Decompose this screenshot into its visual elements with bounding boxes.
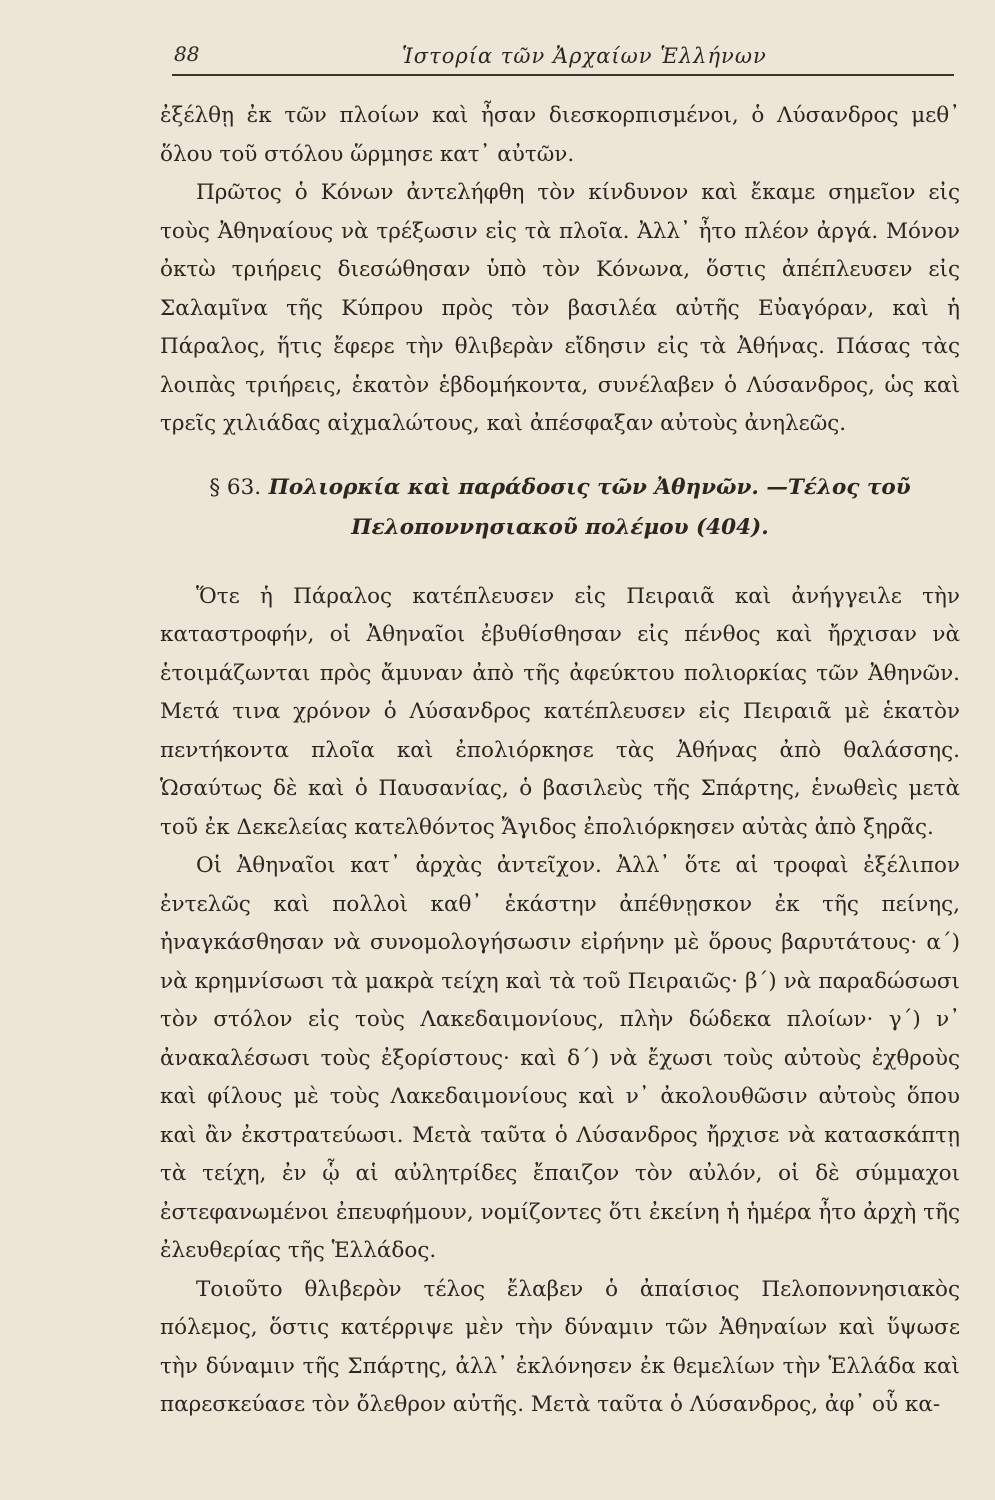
paragraph-surrender: Οἱ Ἀθηναῖοι κατ᾿ ἀρχὰς ἀντεῖχον. Ἀλλ᾿ ὅτε αἱ τροφαὶ ἐξέλιπον ἐντελῶς καὶ πολλοὶ καθ᾿ ἑκάστην ἀπέθνῃσκον ἐκ τῆς πείνης, ἠναγκάσθησαν νὰ συνομολογήσωσιν εἰρήνην μὲ ὅρους βαρυτάτους· α΄) νὰ κρημνίσωσι τὰ μακρὰ τείχη καὶ τὰ τοῦ Πειραιῶς· β΄) νὰ παραδώσωσι τὸν στόλον εἰς τοὺς Λακεδαιμονίους, πλὴν δώδεκα πλοίων· γ΄) ν᾿ ἀνακαλέσωσι τοὺς ἐξορίστους· καὶ δ΄) νὰ ἔχωσι τοὺς αὐτοὺς ἐχθροὺς καὶ φίλους μὲ τοὺς Λακεδαιμονίους καὶ ν᾿ ἀκολουθῶσιν αὐτοὺς ὅπου καὶ ἂν ἐκστρατεύωσι. Μετὰ ταῦτα ὁ Λύσανδρος ἤρχισε νὰ κατασκάπτῃ τὰ τείχη, ἐν ᾧ αἱ αὐλητρίδες ἔπαιζον τὸν αὐλόν, οἱ δὲ σύμμαχοι ἐστεφανωμένοι ἐπευφήμουν, νομίζοντες ὅτι ἐκείνη ἡ ἡμέρα ἦτο ἀρχὴ τῆς ἐλευθερίας τῆς Ἑλλάδος.: [160, 853, 960, 1263]
paragraph-end-of-war: Τοιοῦτο θλιβερὸν τέλος ἔλαβεν ὁ ἀπαίσιος Πελοποννησιακὸς πόλεμος, ὅστις κατέρριψε μὲν τὴν δύναμιν τῶν Ἀθηναίων καὶ ὕψωσε τὴν δύναμιν τῆς Σπάρτης, ἀλλ᾿ ἐκλόνησεν ἐκ θεμελίων τὴν Ἑλλάδα καὶ παρεσκεύασε τὸν ὄλεθρον αὐτῆς. Μετὰ ταῦτα ὁ Λύσανδρος, ἀφ᾿ οὗ κα-: [160, 1276, 960, 1417]
paragraph-continuation: ἐξέλθῃ ἐκ τῶν πλοίων καὶ ἦσαν διεσκορπισμένοι, ὁ Λύσανδρος μεθ᾿ ὅλου τοῦ στόλου ὥρμησε κατ᾿ αὐτῶν.: [160, 103, 960, 167]
running-title: Ἱστορία τῶν Ἀρχαίων Ἑλλήνων: [402, 44, 767, 68]
page-number: 88: [174, 42, 200, 66]
section-number: § 63.: [209, 474, 262, 500]
body-text: [160, 97, 960, 1425]
section-heading: [160, 468, 960, 548]
paragraph-siege: Ὅτε ἡ Πάραλος κατέπλευσεν εἰς Πειραιᾶ καὶ ἀνήγγειλε τὴν καταστροφήν, οἱ Ἀθηναῖοι ἐβυθίσθησαν εἰς πένθος καὶ ἤρχισαν νὰ ἑτοιμάζωνται πρὸς ἄμυναν ἀπὸ τῆς ἀφεύκτου πολιορκίας τῶν Ἀθηνῶν. Μετά τινα χρόνον ὁ Λύσανδρος κατέπλευσεν εἰς Πειραιᾶ μὲ ἑκατὸν πεντήκοντα πλοῖα καὶ ἐπολιόρκησε τὰς Ἀθήνας ἀπὸ θαλάσσης. Ὡσαύτως δὲ καὶ ὁ Παυσανίας, ὁ βασιλεὺς τῆς Σπάρτης, ἑνωθεὶς μετὰ τοῦ ἐκ Δεκελείας κατελθόντος Ἄγιδος ἐπολιόρκησεν αὐτὰς ἀπὸ ξηρᾶς.: [160, 583, 960, 840]
section-title-line1: Πολιορκία καὶ παράδοσις τῶν Ἀθηνῶν. —Τέλος τοῦ: [268, 474, 911, 500]
paragraph-konon: Πρῶτος ὁ Κόνων ἀντελήφθη τὸν κίνδυνον καὶ ἔκαμε σημεῖον εἰς τοὺς Ἀθηναίους νὰ τρέξωσιν εἰς τὰ πλοῖα. Ἀλλ᾿ ἦτο πλέον ἀργά. Μόνον ὀκτὼ τριήρεις διεσώθησαν ὑπὸ τὸν Κόνωνα, ὅστις ἀπέπλευσεν εἰς Σαλαμῖνα τῆς Κύπρου πρὸς τὸν βασιλέα αὐτῆς Εὐαγόραν, καὶ ἡ Πάραλος, ἥτις ἔφερε τὴν θλιβερὰν εἴδησιν εἰς τὰ Ἀθήνας. Πάσας τὰς λοιπὰς τριήρεις, ἑκατὸν ἑβδομήκοντα, συνέλαβεν ὁ Λύσανδρος, ὡς καὶ τρεῖς χιλιάδας αἰχμαλώτους, καὶ ἀπέσφαξαν αὐτοὺς ἀνηλεῶς.: [160, 180, 960, 436]
page-header: [172, 40, 962, 80]
header-rule: [172, 74, 954, 76]
section-title-line2: Πελοποννησιακοῦ πολέμου (404).: [351, 514, 769, 540]
